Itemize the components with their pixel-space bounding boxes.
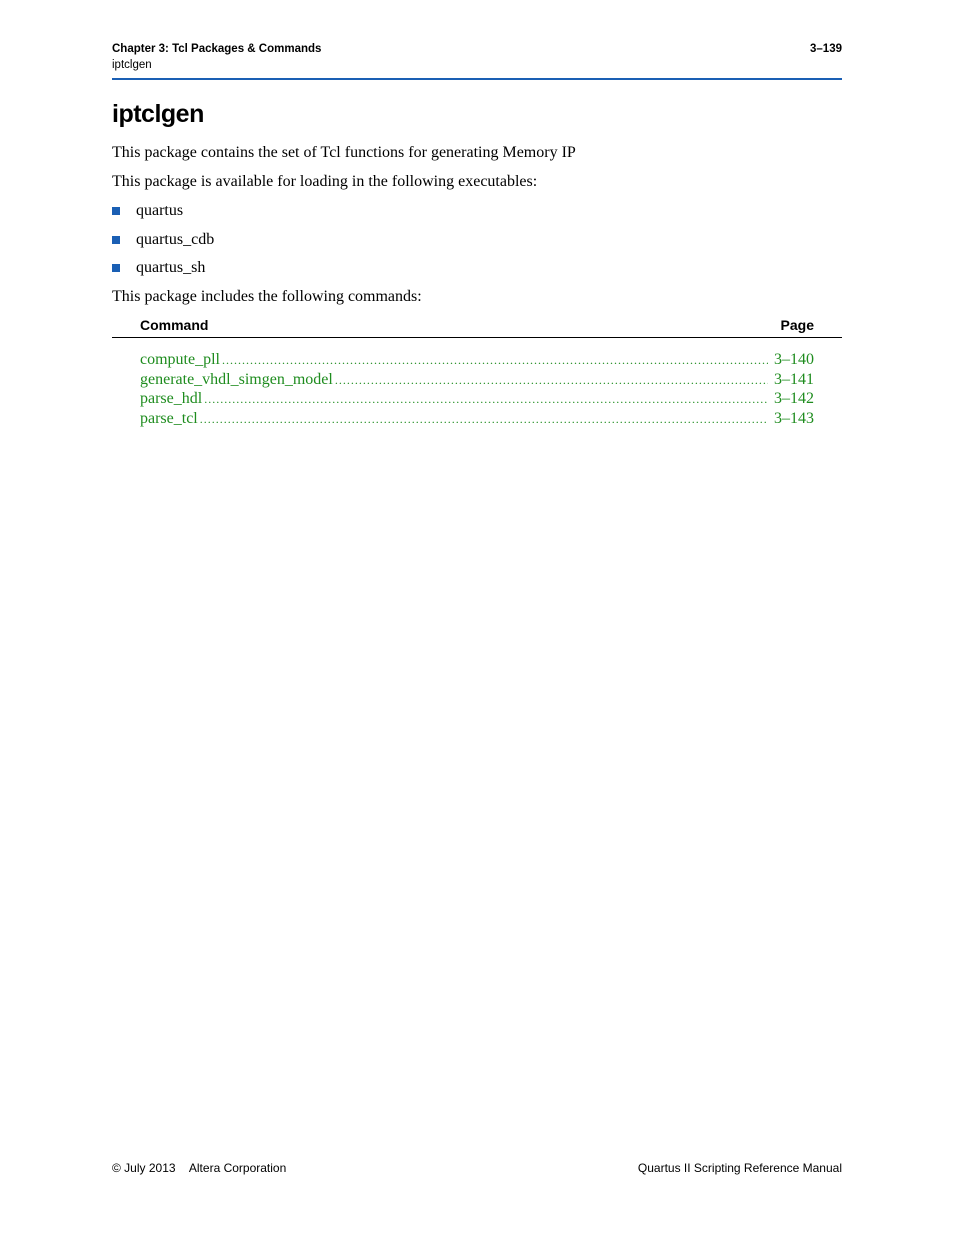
page-number: 3–139 [810, 43, 842, 55]
footer-manual-title: Quartus II Scripting Reference Manual [637, 1161, 842, 1175]
square-bullet-icon [112, 264, 120, 272]
command-list [140, 350, 814, 428]
list-item [112, 258, 214, 287]
executable-name: quartus_cdb [136, 230, 215, 248]
executable-name: quartus_sh [136, 259, 206, 276]
includes-paragraph: This package includes the following commands: [112, 288, 422, 305]
list-item [112, 230, 214, 259]
command-page[interactable]: 3–140 [774, 351, 814, 368]
command-name[interactable]: parse_hdl [140, 390, 203, 407]
page-header [112, 42, 842, 80]
section-name: iptclgen [112, 59, 152, 71]
footer-left [112, 1161, 286, 1175]
dot-leader [200, 410, 768, 430]
table-header [112, 314, 842, 338]
footer-company: Altera Corporation [188, 1161, 287, 1175]
executables-list [112, 201, 214, 287]
availability-paragraph: This package is available for loading in the following executables: [112, 173, 538, 190]
chapter-title: Chapter 3: Tcl Packages & Commands [112, 43, 322, 55]
list-item [112, 201, 214, 230]
dot-leader [204, 390, 768, 410]
command-page[interactable]: 3–141 [774, 370, 814, 388]
footer-date: © July 2013 [112, 1161, 176, 1175]
square-bullet-icon [112, 236, 120, 244]
executable-name: quartus [136, 202, 184, 219]
dot-leader [222, 351, 768, 371]
command-name[interactable]: generate_vhdl_simgen_model [140, 370, 333, 388]
command-name[interactable]: parse_tcl [140, 409, 198, 427]
page-title: iptclgen [112, 100, 204, 128]
intro-paragraph: This package contains the set of Tcl functions for generating Memory IP [112, 144, 576, 161]
dot-leader [335, 371, 768, 391]
command-link-parse-tcl[interactable] [140, 409, 814, 429]
command-link-parse-hdl[interactable] [140, 389, 814, 409]
command-link-generate-vhdl-simgen-model[interactable] [140, 370, 814, 390]
command-page[interactable]: 3–143 [774, 409, 814, 427]
command-page[interactable]: 3–142 [774, 390, 814, 407]
square-bullet-icon [112, 207, 120, 215]
command-link-compute-pll[interactable] [140, 350, 814, 370]
column-header-command: Command [140, 317, 209, 333]
column-header-page: Page [780, 317, 814, 333]
command-table [112, 314, 842, 427]
command-name[interactable]: compute_pll [140, 351, 220, 368]
